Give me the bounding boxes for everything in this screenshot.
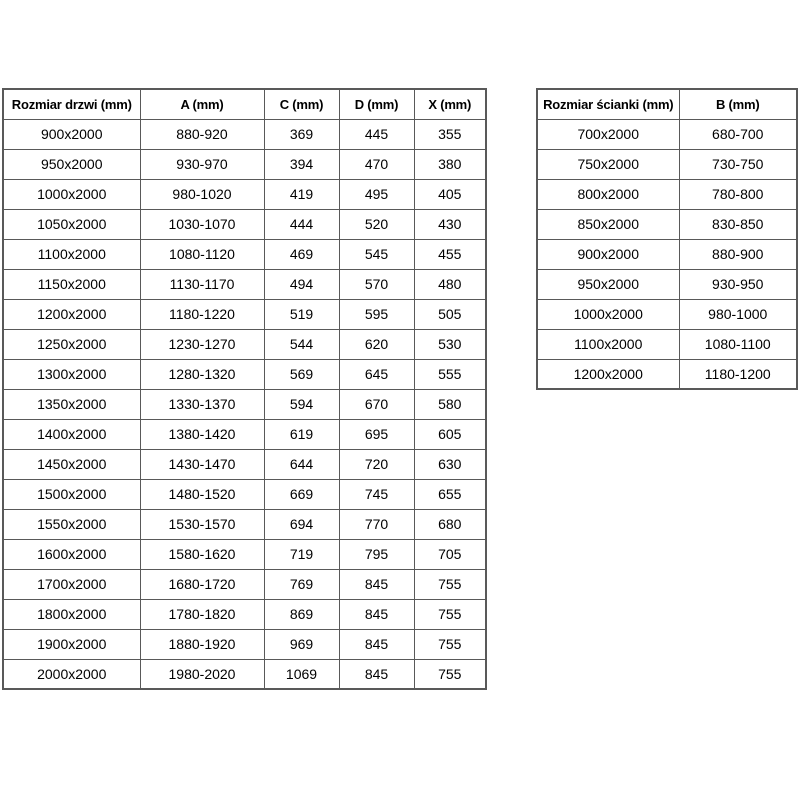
table-cell: 1250x2000 (3, 329, 140, 359)
table-cell: 850x2000 (537, 209, 679, 239)
table-cell: 730-750 (679, 149, 797, 179)
table-cell: 900x2000 (537, 239, 679, 269)
table-row (537, 359, 797, 389)
table-cell: 1130-1170 (140, 269, 264, 299)
table-cell: 694 (264, 509, 339, 539)
column-header-rozmiar-scianki: Rozmiar ścianki (mm) (537, 89, 679, 119)
table-cell: 1230-1270 (140, 329, 264, 359)
table-cell: 1200x2000 (3, 299, 140, 329)
table-cell: 750x2000 (537, 149, 679, 179)
table-cell: 719 (264, 539, 339, 569)
table-cell: 950x2000 (537, 269, 679, 299)
table-cell: 1150x2000 (3, 269, 140, 299)
table-cell: 544 (264, 329, 339, 359)
table-row (3, 509, 486, 539)
table-cell: 405 (414, 179, 486, 209)
table-cell: 380 (414, 149, 486, 179)
table-cell: 720 (339, 449, 414, 479)
table-cell: 1480-1520 (140, 479, 264, 509)
table-cell: 930-950 (679, 269, 797, 299)
table-cell: 1080-1120 (140, 239, 264, 269)
table-cell: 1400x2000 (3, 419, 140, 449)
table-row (537, 119, 797, 149)
table-cell: 1430-1470 (140, 449, 264, 479)
table-row (3, 209, 486, 239)
table-row (3, 359, 486, 389)
table-cell: 1030-1070 (140, 209, 264, 239)
table-cell: 1100x2000 (537, 329, 679, 359)
column-header-c-mm: C (mm) (264, 89, 339, 119)
table-cell: 2000x2000 (3, 659, 140, 689)
table-cell: 594 (264, 389, 339, 419)
table-cell: 769 (264, 569, 339, 599)
table-cell: 569 (264, 359, 339, 389)
table-cell: 830-850 (679, 209, 797, 239)
table-cell: 845 (339, 659, 414, 689)
table-cell: 355 (414, 119, 486, 149)
column-header-b-mm: B (mm) (679, 89, 797, 119)
door-table-body (3, 119, 486, 689)
table-cell: 755 (414, 569, 486, 599)
table-cell: 1900x2000 (3, 629, 140, 659)
table-cell: 1800x2000 (3, 599, 140, 629)
table-cell: 980-1020 (140, 179, 264, 209)
table-cell: 705 (414, 539, 486, 569)
table-row (3, 659, 486, 689)
table-row (537, 299, 797, 329)
table-cell: 545 (339, 239, 414, 269)
table-cell: 630 (414, 449, 486, 479)
table-row (3, 269, 486, 299)
table-cell: 1300x2000 (3, 359, 140, 389)
door-table-header-row (3, 89, 486, 119)
table-cell: 950x2000 (3, 149, 140, 179)
table-cell: 480 (414, 269, 486, 299)
table-cell: 1530-1570 (140, 509, 264, 539)
table-cell: 869 (264, 599, 339, 629)
table-cell: 695 (339, 419, 414, 449)
table-row (3, 119, 486, 149)
table-row (537, 239, 797, 269)
table-cell: 755 (414, 659, 486, 689)
table-row (3, 389, 486, 419)
table-cell: 1350x2000 (3, 389, 140, 419)
table-cell: 680-700 (679, 119, 797, 149)
table-row (537, 179, 797, 209)
column-header-rozmiar-drzwi: Rozmiar drzwi (mm) (3, 89, 140, 119)
table-cell: 1180-1220 (140, 299, 264, 329)
table-row (537, 269, 797, 299)
table-cell: 1069 (264, 659, 339, 689)
table-cell: 845 (339, 569, 414, 599)
table-row (3, 179, 486, 209)
table-cell: 745 (339, 479, 414, 509)
column-header-x-mm: X (mm) (414, 89, 486, 119)
table-cell: 1380-1420 (140, 419, 264, 449)
table-cell: 900x2000 (3, 119, 140, 149)
table-cell: 800x2000 (537, 179, 679, 209)
table-cell: 969 (264, 629, 339, 659)
table-cell: 655 (414, 479, 486, 509)
table-cell: 505 (414, 299, 486, 329)
column-header-d-mm: D (mm) (339, 89, 414, 119)
table-cell: 780-800 (679, 179, 797, 209)
table-cell: 495 (339, 179, 414, 209)
table-cell: 1780-1820 (140, 599, 264, 629)
table-cell: 369 (264, 119, 339, 149)
table-row (3, 419, 486, 449)
table-row (3, 299, 486, 329)
wall-sizes-table (536, 88, 798, 390)
table-cell: 470 (339, 149, 414, 179)
table-cell: 530 (414, 329, 486, 359)
table-cell: 619 (264, 419, 339, 449)
table-cell: 494 (264, 269, 339, 299)
table-cell: 1200x2000 (537, 359, 679, 389)
table-cell: 669 (264, 479, 339, 509)
column-header-a-mm: A (mm) (140, 89, 264, 119)
table-cell: 755 (414, 629, 486, 659)
table-cell: 880-920 (140, 119, 264, 149)
table-row (537, 149, 797, 179)
table-cell: 1000x2000 (3, 179, 140, 209)
table-cell: 1550x2000 (3, 509, 140, 539)
table-row (3, 329, 486, 359)
table-cell: 1880-1920 (140, 629, 264, 659)
table-row (3, 629, 486, 659)
table-row (3, 239, 486, 269)
table-row (3, 599, 486, 629)
table-cell: 469 (264, 239, 339, 269)
table-cell: 1580-1620 (140, 539, 264, 569)
table-cell: 795 (339, 539, 414, 569)
table-cell: 445 (339, 119, 414, 149)
table-cell: 1280-1320 (140, 359, 264, 389)
table-cell: 645 (339, 359, 414, 389)
table-cell: 1050x2000 (3, 209, 140, 239)
table-cell: 444 (264, 209, 339, 239)
table-cell: 770 (339, 509, 414, 539)
table-cell: 520 (339, 209, 414, 239)
table-cell: 980-1000 (679, 299, 797, 329)
table-cell: 595 (339, 299, 414, 329)
table-cell: 1180-1200 (679, 359, 797, 389)
table-cell: 1000x2000 (537, 299, 679, 329)
table-cell: 1450x2000 (3, 449, 140, 479)
table-cell: 1330-1370 (140, 389, 264, 419)
table-cell: 1980-2020 (140, 659, 264, 689)
table-cell: 670 (339, 389, 414, 419)
table-cell: 1600x2000 (3, 539, 140, 569)
table-row (3, 479, 486, 509)
door-sizes-table (2, 88, 487, 690)
table-cell: 519 (264, 299, 339, 329)
wall-table-body (537, 119, 797, 389)
table-cell: 700x2000 (537, 119, 679, 149)
table-cell: 930-970 (140, 149, 264, 179)
table-cell: 1100x2000 (3, 239, 140, 269)
table-row (3, 149, 486, 179)
table-cell: 419 (264, 179, 339, 209)
table-cell: 430 (414, 209, 486, 239)
table-cell: 1680-1720 (140, 569, 264, 599)
table-row (3, 569, 486, 599)
table-cell: 1080-1100 (679, 329, 797, 359)
table-row (3, 449, 486, 479)
table-cell: 1700x2000 (3, 569, 140, 599)
table-cell: 880-900 (679, 239, 797, 269)
table-cell: 680 (414, 509, 486, 539)
wall-table-header-row (537, 89, 797, 119)
table-cell: 620 (339, 329, 414, 359)
table-cell: 644 (264, 449, 339, 479)
table-cell: 570 (339, 269, 414, 299)
table-cell: 394 (264, 149, 339, 179)
table-cell: 755 (414, 599, 486, 629)
table-cell: 605 (414, 419, 486, 449)
table-cell: 555 (414, 359, 486, 389)
table-cell: 845 (339, 629, 414, 659)
table-cell: 1500x2000 (3, 479, 140, 509)
table-cell: 455 (414, 239, 486, 269)
table-cell: 845 (339, 599, 414, 629)
table-row (537, 209, 797, 239)
table-cell: 580 (414, 389, 486, 419)
table-row (3, 539, 486, 569)
table-row (537, 329, 797, 359)
